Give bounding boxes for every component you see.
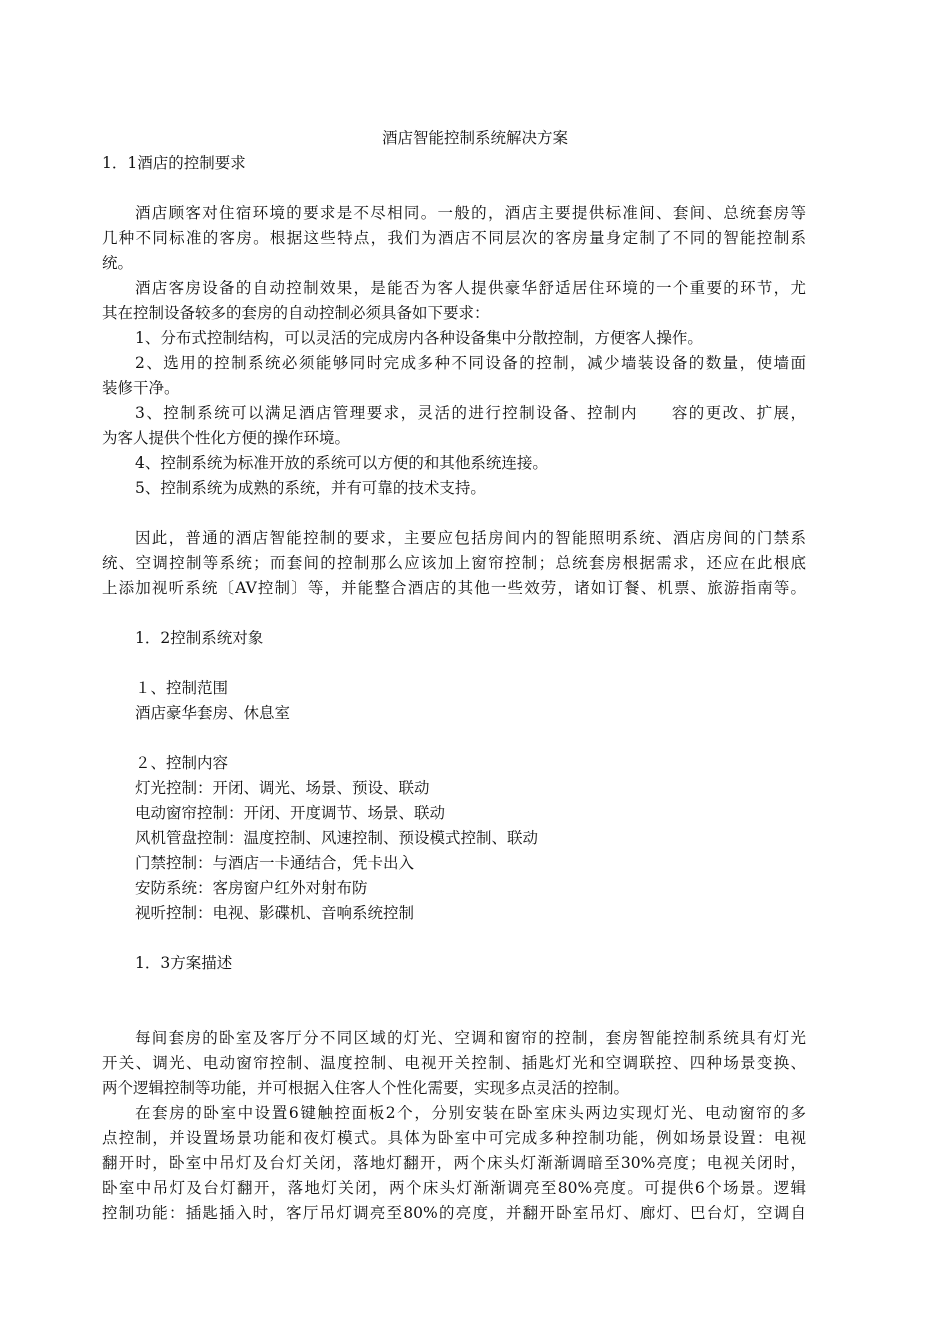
requirement-item: 5、控制系统为成熟的系统，并有可靠的技术支持。 <box>135 479 486 497</box>
control-item: 门禁控制：与酒店一卡通结合，凭卡出入 <box>135 854 415 872</box>
paragraph-line: 酒店客房设备的自动控制效果，是能否为客人提供豪华舒适居住环境的一个重要的环节，尤 <box>135 279 806 297</box>
paragraph-line: 因此，普通的酒店智能控制的要求，主要应包括房间内的智能照明系统、酒店房间的门禁系 <box>135 529 806 547</box>
subheading-scope: １、控制范围 <box>135 679 229 697</box>
section-heading-1-2: 1．2控制系统对象 <box>135 629 264 647</box>
control-item: 视听控制：电视、影碟机、音响系统控制 <box>135 904 415 922</box>
paragraph-line: 其在控制设备较多的套房的自动控制必须具备如下要求： <box>102 304 490 322</box>
paragraph-line: 在套房的卧室中设置6键触控面板2个，分别安装在卧室床头两边实现灯光、电动窗帘的多 <box>135 1104 806 1122</box>
requirement-item: 1、分布式控制结构，可以灵活的完成房内各种设备集中分散控制，方便客人操作。 <box>135 329 703 347</box>
section-heading-1-3: 1．3方案描述 <box>135 954 233 972</box>
document-title: 酒店智能控制系统解决方案 <box>381 129 568 147</box>
control-item: 灯光控制：开闭、调光、场景、预设、联动 <box>135 779 430 797</box>
scope-value: 酒店豪华套房、休息室 <box>135 704 291 722</box>
paragraph-line: 酒店顾客对住宿环境的要求是不尽相同。一般的，酒店主要提供标准间、套间、总统套房等 <box>135 204 806 222</box>
paragraph-line: 翻开时，卧室中吊灯及台灯关闭，落地灯翻开，两个床头灯渐渐调暗至30%亮度；电视关闭时， <box>102 1154 806 1172</box>
paragraph-line: 两个逻辑控制等功能，并可根据入住客人个性化需要，实现多点灵活的控制。 <box>102 1079 630 1097</box>
paragraph-line: 几种不同标准的客房。根据这些特点，我们为酒店不同层次的客房量身定制了不同的智能控制系 <box>102 229 806 247</box>
requirement-item: 4、控制系统为标准开放的系统可以方便的和其他系统连接。 <box>135 454 548 472</box>
control-item: 风机管盘控制：温度控制、风速控制、预设模式控制、联动 <box>135 829 539 847</box>
control-item: 电动窗帘控制：开闭、开度调节、场景、联动 <box>135 804 446 822</box>
requirement-item: 装修干净。 <box>102 379 180 397</box>
control-item: 安防系统：客房窗户红外对射布防 <box>135 879 368 897</box>
requirement-item: 为客人提供个性化方便的操作环境。 <box>102 429 351 447</box>
paragraph-line: 每间套房的卧室及客厅分不同区域的灯光、空调和窗帘的控制，套房智能控制系统具有灯光 <box>135 1029 806 1047</box>
paragraph-line: 上添加视听系统〔AV控制〕等，并能整合酒店的其他一些效劳，诸如订餐、机票、旅游指南等。 <box>102 579 806 597</box>
section-heading-1-1: 1．1酒店的控制要求 <box>102 154 246 172</box>
paragraph-line: 控制功能：插匙插入时，客厅吊灯调亮至80%的亮度，并翻开卧室吊灯、廊灯、巴台灯，空调自 <box>102 1204 806 1222</box>
paragraph-line: 开关、调光、电动窗帘控制、温度控制、电视开关控制、插匙灯光和空调联控、四种场景变换、 <box>102 1054 806 1072</box>
paragraph-line: 统、空调控制等系统；而套间的控制那么应该加上窗帘控制；总统套房根据需求，还应在此根底 <box>102 554 806 572</box>
paragraph-line: 统。 <box>102 254 134 272</box>
paragraph-line: 卧室中吊灯及台灯翻开，落地灯关闭，两个床头灯渐渐调亮至80%亮度。可提供6个场景。逻辑 <box>102 1179 806 1197</box>
requirement-item: 2、选用的控制系统必须能够同时完成多种不同设备的控制，减少墙装设备的数量，使墙面 <box>135 354 806 372</box>
subheading-content: ２、控制内容 <box>135 754 229 772</box>
paragraph-line: 点控制，并设置场景功能和夜灯模式。具体为卧室中可完成多种控制功能，例如场景设置：电视 <box>102 1129 806 1147</box>
requirement-item: 3、控制系统可以满足酒店管理要求，灵活的进行控制设备、控制内 容的更改、扩展， <box>135 404 806 422</box>
